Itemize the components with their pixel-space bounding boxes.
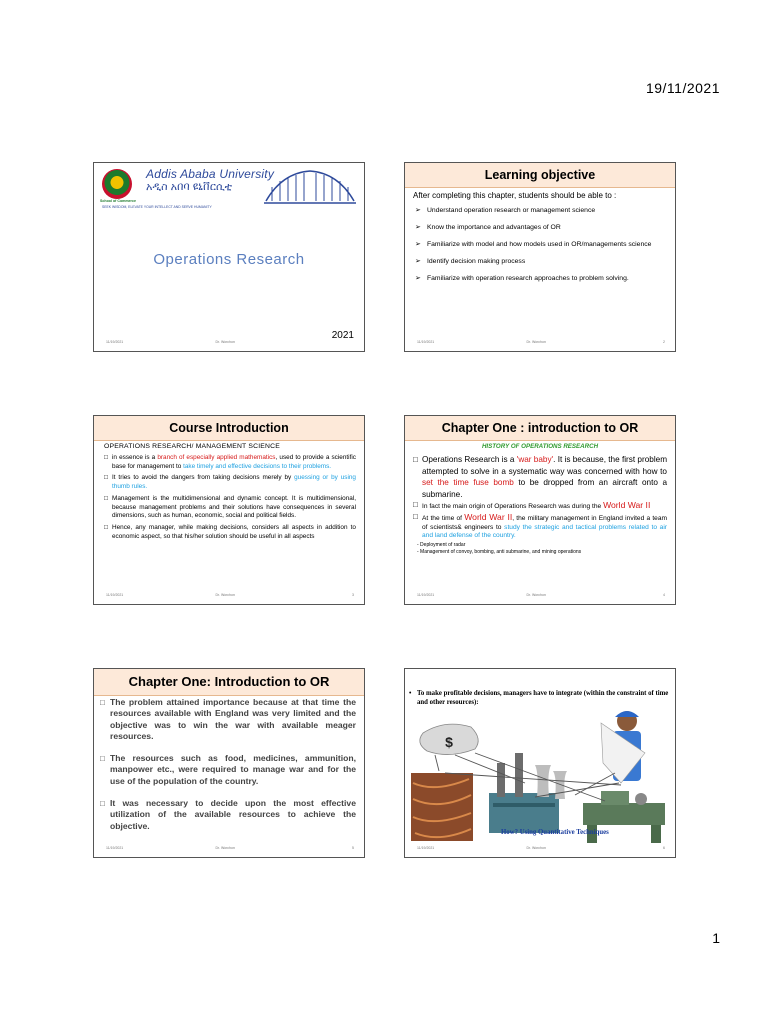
highlight-red: set the time fuse bomb [422, 478, 514, 487]
text-run: in essence is a [112, 454, 158, 461]
footer-slide-number: 5 [352, 846, 354, 850]
text-run: to be dropped from an aircraft onto a submarine. [422, 478, 667, 499]
university-building-icon [262, 167, 358, 207]
paragraph [413, 501, 667, 512]
highlight-blue: guessing or by using thumb rules. [112, 474, 356, 491]
objective-item: ➢ Understand operation research or management science [415, 205, 667, 216]
worker-icon [601, 711, 645, 783]
slide-footer [405, 846, 675, 854]
highlight-red: branch of especially applied mathematics [157, 454, 276, 461]
slide-footer [94, 593, 364, 601]
paragraph: □ Management is the multidimensional and dynamic concept. It is multidimensional, because management problems and their solutions have consequences in several dimensions, such as human, economic, social and political fields. [104, 495, 356, 521]
slide-title: Chapter One: Introduction to OR [94, 669, 364, 696]
highlight-blue: study the strategic and tactical problems related to air and land defense of the country. [422, 523, 667, 540]
footer-author: Dr. Worchon [526, 846, 546, 850]
raw-materials-image [411, 773, 473, 841]
history-heading: HISTORY OF OPERATIONS RESEARCH [481, 443, 599, 450]
text-run: , the military management in England invited a team of scientists& engineers to [422, 514, 667, 531]
highlight-red: World War II [464, 511, 513, 522]
highlight-red: 'war baby' [516, 455, 554, 464]
footer-author: Dr. Worchon [215, 340, 235, 344]
slide-course-introduction [93, 415, 365, 605]
paragraph: □ It was necessary to decide upon the most effective utilization of the available resources to achieve the objective. [100, 798, 356, 832]
footer-slide-number: 3 [352, 593, 354, 597]
objective-item: ➢ Familiarize with operation research approaches to problem solving. [415, 273, 667, 284]
paragraph [104, 454, 356, 471]
text-run: In fact the main origin of Operations Research was during the [422, 503, 604, 510]
factory-icon [489, 753, 567, 833]
slide-chapter-one-intro [404, 415, 676, 605]
slide-footer [94, 846, 364, 854]
footer-author: Dr. Worchon [526, 593, 546, 597]
paragraph [413, 454, 667, 500]
footer-author: Dr. Worchon [215, 593, 235, 597]
bullet-text: • To make profitable decisions, managers have to integrate (within the constraint of time and other resources): [417, 689, 669, 707]
text-run: . It is because, the first problem attempted to solve in a systematic way was concerned with how to [422, 455, 668, 476]
objective-item: ➢ Know the importance and advantages of OR [415, 222, 667, 233]
objective-item: ➢ Familiarize with model and how models used in OR/managements science [415, 239, 667, 250]
footer-date: 11/19/2021 [417, 593, 435, 597]
objective-item: ➢ Identify decision making process [415, 256, 667, 267]
paragraph [413, 513, 667, 541]
page-number: 1 [712, 930, 720, 946]
footer-date: 11/19/2021 [417, 846, 435, 850]
page-date: 19/11/2021 [645, 80, 720, 96]
objective-list [415, 205, 667, 290]
footer-date: 11/19/2021 [106, 846, 124, 850]
slide-title [93, 162, 365, 352]
slide-footer [405, 593, 675, 601]
footer-date: 11/19/2021 [106, 340, 124, 344]
slide-chapter-one-introduction [93, 668, 365, 858]
text-run: , used to provide a scientific base for management to [112, 454, 356, 470]
slide-title: Course Introduction [94, 416, 364, 441]
footer-slide-number: 6 [663, 846, 665, 850]
school-name: School of Commerce [100, 199, 136, 203]
university-name-english: Addis Ababa University [146, 167, 275, 181]
paragraph: □ Hence, any manager, while making decisions, considers all aspects in addition to economic aspect, so that his/her solution should be useful in all aspects [104, 524, 356, 541]
slide-title: Chapter One : introduction to OR [405, 416, 675, 441]
money-bag-icon [420, 724, 478, 754]
slide-footer [405, 340, 675, 348]
paragraph [104, 474, 356, 491]
footer-author: Dr. Worchon [526, 340, 546, 344]
footer-slide-number: 2 [663, 340, 665, 344]
footer-author: Dr. Worchon [215, 846, 235, 850]
university-tagline: SEEK WISDOM, ELEVATE YOUR INTELLECT AND SERVE HUMANITY [102, 205, 212, 209]
footer-slide-number: 4 [663, 593, 665, 597]
svg-text:$: $ [445, 734, 453, 750]
section-heading: OPERATIONS RESEARCH/ MANAGEMENT SCIENCE [104, 443, 280, 450]
highlight-blue: take timely and effective decisions to their problems. [183, 462, 332, 470]
sub-point: - Deployment of radar [417, 542, 466, 549]
paragraph: □ The resources such as food, medicines, ammunition, manpower etc., were required to manage war and for the use of the population of the country. [100, 753, 356, 787]
footer-date: 11/19/2021 [106, 593, 124, 597]
highlight-red: World War II [603, 500, 651, 510]
slide-title: Learning objective [405, 163, 675, 188]
text-run: At the time of [422, 514, 465, 522]
text-run: It tries to avoid the dangers from taking decisions merely by [112, 474, 295, 482]
university-name-amharic: አዲስ አበባ ዩኒቨርሲቲ [146, 181, 233, 193]
slide-decision-integration [404, 668, 676, 858]
course-year: 2021 [331, 330, 354, 341]
slide-footer [94, 340, 364, 348]
text-run: Operations Research is a [422, 455, 517, 464]
slide-learning-objective [404, 162, 676, 352]
sub-point: - Management of convoy, bombing, anti submarine, and mining operations [417, 549, 582, 556]
footer-date: 11/19/2021 [417, 340, 435, 344]
course-title: Operations Research [153, 251, 305, 268]
caption: How? Using Quantitative Techniques [501, 829, 609, 836]
university-logo-icon [102, 169, 132, 199]
objective-intro: After completing this chapter, students should be able to : [413, 191, 617, 200]
paragraph: □ The problem attained importance because at that time the resources available with England was very limited and the objective was to win the war with available meager resources. [100, 697, 356, 742]
